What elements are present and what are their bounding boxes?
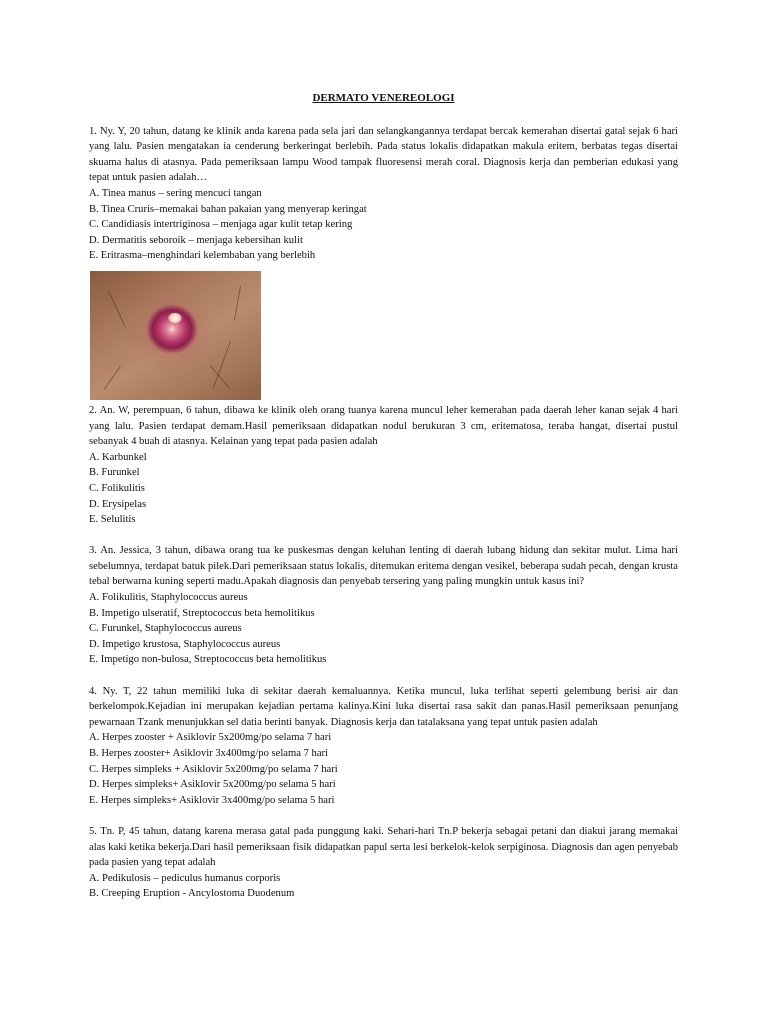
spacer	[89, 808, 678, 824]
answer-options	[89, 450, 678, 528]
question-stem: 2. An. W, perempuan, 6 tahun, dibawa ke klinik oleh orang tuanya karena muncul leher kemerahan pada daerah leher kanan sejak 4 hari yang lalu. Pasien terdapat demam.Hasil pemeriksaan didapatkan nodul berukuran 3 cm, eritematosa, teraba hangat, disertai pustul sebanyak 4 buah di atasnya. Kelainan yang tepat pada pasien adalah	[89, 404, 678, 448]
hair-strand	[108, 291, 126, 328]
answer-option: A. Pedikulosis – pediculus humanus corporis	[89, 872, 281, 884]
answer-option: D. Dermatitis seboroik – menjaga kebersihan kulit	[89, 234, 303, 246]
answer-option: B. Impetigo ulseratif, Streptococcus beta hemolitikus	[89, 607, 315, 619]
answer-option: E. Eritrasma–menghindari kelembaban yang berlebih	[89, 250, 316, 262]
answer-option: D. Herpes simpleks+ Asiklovir 5x200mg/po selama 5 hari	[89, 779, 336, 791]
hair-strand	[104, 366, 121, 390]
answer-option: D. Impetigo krustosa, Staphylococcus aureus	[89, 638, 281, 650]
answer-option: C. Furunkel, Staphylococcus aureus	[89, 623, 242, 635]
answer-options	[89, 871, 678, 902]
question-stem: 1. Ny. Y, 20 tahun, datang ke klinik anda karena pada sela jari dan selangkangannya terdapat bercak kemerahan disertai gatal sejak 6 hari yang lalu. Pasien mengatakan ia cenderung berkeringat berlebih. Pada status lokalis didapatkan makula eritem, berbatas tegas disertai skuama halus di atasnya. Pada pemeriksaan lampu Wood tampak fluoresensi merah coral. Diagnosis kerja dan pemberian edukasi yang tepat untuk pasien adalah…	[89, 125, 678, 184]
question-2	[89, 403, 678, 528]
answer-option: C. Candidiasis intertriginosa – menjaga agar kulit tetap kering	[89, 219, 353, 231]
question-4	[89, 684, 678, 809]
question-1	[89, 124, 678, 264]
question-stem: 4. Ny. T, 22 tahun memiliki luka di sekitar daerah kemaluannya. Ketika muncul, luka terlihat seperti gelembung berisi air dan berkelompok.Kejadian ini merupakan kejadian pertama kalinya.Kini luka disertai rasa sakit dan panas.Hasil pemeriksaan penunjang pewarnaan Tzank menunjukkan sel datia berinti banyak. Diagnosis kerja dan tatalaksana yang tepat untuk pasien adalah	[89, 685, 678, 728]
answer-option: C. Folikulitis	[89, 482, 145, 494]
answer-option: A. Karbunkel	[89, 451, 147, 463]
answer-option: A. Folikulitis, Staphylococcus aureus	[89, 592, 248, 604]
answer-options	[89, 730, 678, 808]
document-content	[89, 91, 678, 902]
answer-option: B. Herpes zooster+ Asiklovir 3x400mg/po selama 7 hari	[89, 748, 328, 759]
spacer	[89, 668, 678, 684]
answer-option: E. Herpes simpleks+ Asiklovir 3x400mg/po selama 5 hari	[89, 794, 335, 806]
answer-option: E. Selulitis	[89, 514, 136, 526]
question-stem: 3. An. Jessica, 3 tahun, dibawa orang tua ke puskesmas dengan keluhan lenting di daerah lubang hidung dan sekitar mulut. Lima hari sebelumnya, terdapat batuk pilek.Dari pemeriksaan status lokalis, ditemukan eritema dengan vesikel, beberapa sudah pecah, dengan krusta tebal berwarna kuning seperti madu.Apakah diagnosis dan penyebab tersering yang paling mungkin untuk kasus ini?	[89, 545, 678, 588]
answer-option: A. Herpes zooster + Asiklovir 5x200mg/po selama 7 hari	[89, 732, 332, 744]
answer-options	[89, 186, 678, 264]
answer-option: B. Tinea Cruris–memakai bahan pakaian yang menyerap keringat	[89, 203, 367, 215]
question-5	[89, 824, 678, 902]
answer-options	[89, 590, 678, 668]
hair-strand	[234, 286, 241, 321]
answer-option: B. Furunkel	[89, 467, 140, 479]
answer-option: E. Impetigo non-bulosa, Streptococcus beta hemolitikus	[89, 654, 327, 666]
question-stem: 5. Tn. P, 45 tahun, datang karena merasa gatal pada punggung kaki. Sehari-hari Tn.P bekerja sebagai petani dan diakui jarang memakai alas kaki ketika bekerja.Dari hasil pemeriksaan fisik didapatkan papul serta lesi berkelok-kelok serpiginosa. Diagnosis dan agen penyebab pada pasien yang tepat adalah	[89, 825, 678, 869]
answer-option: A. Tinea manus – sering mencuci tangan	[89, 187, 262, 199]
answer-option: C. Herpes simpleks + Asiklovir 5x200mg/po selama 7 hari	[89, 763, 338, 775]
pustule-highlight	[168, 313, 182, 323]
document-title: DERMATO VENEREOLOGI	[312, 92, 455, 104]
answer-option: D. Erysipelas	[89, 498, 147, 510]
question-3	[89, 543, 678, 668]
answer-option: B. Creeping Eruption - Ancylostoma Duodenum	[89, 888, 295, 900]
spacer	[89, 528, 678, 544]
clinical-photo-nodule	[90, 271, 261, 400]
